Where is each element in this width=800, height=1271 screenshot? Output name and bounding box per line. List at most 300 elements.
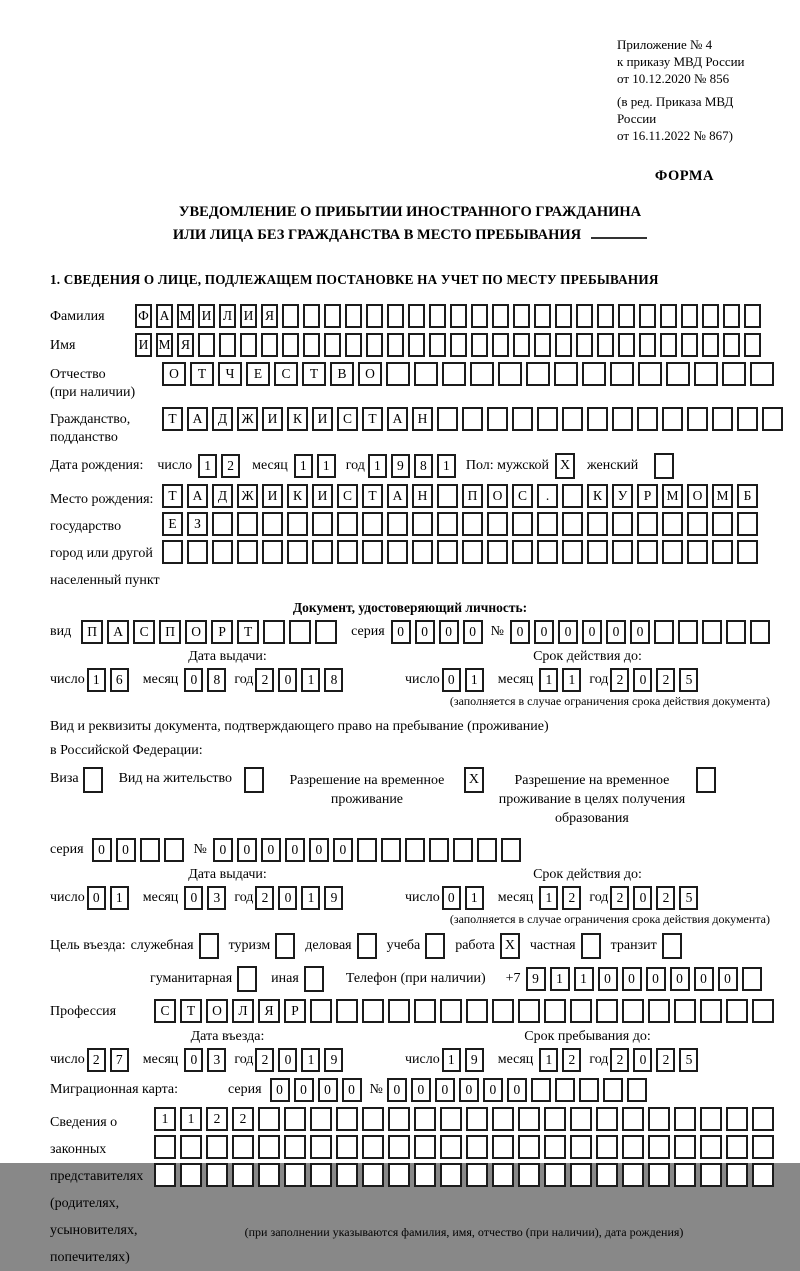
char-cell[interactable]: 2: [610, 668, 629, 692]
char-cell[interactable]: Р: [284, 999, 306, 1023]
char-cell[interactable]: Р: [211, 620, 233, 644]
char-cell[interactable]: [303, 304, 320, 328]
char-cell[interactable]: П: [159, 620, 181, 644]
char-cell[interactable]: [232, 1163, 254, 1187]
char-cell[interactable]: [570, 1135, 592, 1159]
char-cell[interactable]: А: [156, 304, 173, 328]
char-cell[interactable]: [622, 1163, 644, 1187]
char-cell[interactable]: [526, 362, 550, 386]
char-cell[interactable]: [387, 540, 408, 564]
char-cell[interactable]: [618, 304, 635, 328]
char-cell[interactable]: И: [262, 484, 283, 508]
char-cell[interactable]: 1: [465, 886, 484, 910]
char-cell[interactable]: [324, 304, 341, 328]
char-cell[interactable]: [637, 407, 658, 431]
char-cell[interactable]: [388, 999, 410, 1023]
char-cell[interactable]: [518, 1135, 540, 1159]
char-cell[interactable]: [518, 1107, 540, 1131]
char-cell[interactable]: 2: [562, 1048, 581, 1072]
char-cell[interactable]: [310, 1107, 332, 1131]
char-cell[interactable]: 1: [550, 967, 570, 991]
char-cell[interactable]: 0: [92, 838, 112, 862]
char-cell[interactable]: 0: [442, 668, 461, 692]
char-cell[interactable]: [206, 1135, 228, 1159]
char-cell[interactable]: Л: [232, 999, 254, 1023]
char-cell[interactable]: [726, 999, 748, 1023]
char-cell[interactable]: 1: [154, 1107, 176, 1131]
char-cell[interactable]: 5: [679, 668, 698, 692]
char-cell[interactable]: 0: [718, 967, 738, 991]
char-cell[interactable]: [310, 999, 332, 1023]
char-cell[interactable]: [466, 1107, 488, 1131]
char-cell[interactable]: [412, 512, 433, 536]
female-checkbox[interactable]: [654, 453, 674, 479]
char-cell[interactable]: З: [187, 512, 208, 536]
char-cell[interactable]: [694, 362, 718, 386]
char-cell[interactable]: [477, 838, 497, 862]
char-cell[interactable]: 0: [633, 668, 652, 692]
char-cell[interactable]: М: [156, 333, 173, 357]
char-cell[interactable]: И: [312, 484, 333, 508]
char-cell[interactable]: К: [287, 484, 308, 508]
char-cell[interactable]: 9: [465, 1048, 484, 1072]
char-cell[interactable]: [154, 1163, 176, 1187]
char-cell[interactable]: [648, 1107, 670, 1131]
char-cell[interactable]: 6: [110, 668, 129, 692]
char-cell[interactable]: 1: [539, 886, 558, 910]
char-cell[interactable]: [687, 512, 708, 536]
char-cell[interactable]: [700, 1163, 722, 1187]
char-cell[interactable]: [737, 512, 758, 536]
char-cell[interactable]: 0: [510, 620, 530, 644]
char-cell[interactable]: [282, 333, 299, 357]
char-cell[interactable]: 0: [184, 668, 203, 692]
char-cell[interactable]: [310, 1163, 332, 1187]
char-cell[interactable]: Ж: [237, 407, 258, 431]
char-cell[interactable]: 1: [574, 967, 594, 991]
char-cell[interactable]: [450, 333, 467, 357]
char-cell[interactable]: [362, 540, 383, 564]
char-cell[interactable]: [388, 1135, 410, 1159]
char-cell[interactable]: [722, 362, 746, 386]
char-cell[interactable]: 0: [439, 620, 459, 644]
char-cell[interactable]: [345, 304, 362, 328]
char-cell[interactable]: О: [185, 620, 207, 644]
char-cell[interactable]: [639, 333, 656, 357]
char-cell[interactable]: [337, 512, 358, 536]
char-cell[interactable]: 2: [255, 668, 274, 692]
char-cell[interactable]: 1: [198, 454, 217, 478]
char-cell[interactable]: [381, 838, 401, 862]
char-cell[interactable]: [154, 1135, 176, 1159]
char-cell[interactable]: 3: [207, 1048, 226, 1072]
char-cell[interactable]: 0: [435, 1078, 455, 1102]
char-cell[interactable]: 5: [679, 1048, 698, 1072]
char-cell[interactable]: Д: [212, 484, 233, 508]
visa-checkbox[interactable]: [83, 767, 103, 793]
char-cell[interactable]: [742, 967, 762, 991]
char-cell[interactable]: 0: [261, 838, 281, 862]
char-cell[interactable]: [587, 512, 608, 536]
char-cell[interactable]: 0: [582, 620, 602, 644]
char-cell[interactable]: [531, 1078, 551, 1102]
char-cell[interactable]: 0: [285, 838, 305, 862]
char-cell[interactable]: [700, 999, 722, 1023]
char-cell[interactable]: [492, 1163, 514, 1187]
char-cell[interactable]: 9: [324, 1048, 343, 1072]
char-cell[interactable]: [544, 1107, 566, 1131]
char-cell[interactable]: 1: [437, 454, 456, 478]
char-cell[interactable]: [596, 1135, 618, 1159]
char-cell[interactable]: [414, 1107, 436, 1131]
char-cell[interactable]: .: [537, 484, 558, 508]
char-cell[interactable]: 0: [391, 620, 411, 644]
char-cell[interactable]: [492, 1107, 514, 1131]
char-cell[interactable]: [262, 512, 283, 536]
char-cell[interactable]: [612, 407, 633, 431]
char-cell[interactable]: [232, 1135, 254, 1159]
char-cell[interactable]: [240, 333, 257, 357]
business-trip-checkbox[interactable]: [199, 933, 219, 959]
char-cell[interactable]: [440, 1163, 462, 1187]
char-cell[interactable]: 0: [278, 1048, 297, 1072]
char-cell[interactable]: 0: [415, 620, 435, 644]
char-cell[interactable]: [498, 362, 522, 386]
char-cell[interactable]: Т: [302, 362, 326, 386]
char-cell[interactable]: [662, 540, 683, 564]
char-cell[interactable]: [597, 333, 614, 357]
char-cell[interactable]: [492, 333, 509, 357]
char-cell[interactable]: [518, 999, 540, 1023]
char-cell[interactable]: [312, 512, 333, 536]
char-cell[interactable]: В: [330, 362, 354, 386]
char-cell[interactable]: [712, 512, 733, 536]
char-cell[interactable]: [654, 620, 674, 644]
char-cell[interactable]: [437, 407, 458, 431]
char-cell[interactable]: [723, 333, 740, 357]
char-cell[interactable]: Т: [362, 407, 383, 431]
char-cell[interactable]: [362, 512, 383, 536]
char-cell[interactable]: [287, 512, 308, 536]
char-cell[interactable]: 0: [630, 620, 650, 644]
char-cell[interactable]: [387, 333, 404, 357]
char-cell[interactable]: [261, 333, 278, 357]
char-cell[interactable]: [712, 407, 733, 431]
char-cell[interactable]: Е: [162, 512, 183, 536]
char-cell[interactable]: 8: [324, 668, 343, 692]
char-cell[interactable]: 8: [207, 668, 226, 692]
char-cell[interactable]: [237, 512, 258, 536]
char-cell[interactable]: [284, 1135, 306, 1159]
char-cell[interactable]: 1: [87, 668, 106, 692]
char-cell[interactable]: [466, 1163, 488, 1187]
char-cell[interactable]: [303, 333, 320, 357]
char-cell[interactable]: 0: [213, 838, 233, 862]
char-cell[interactable]: [336, 1107, 358, 1131]
char-cell[interactable]: И: [240, 304, 257, 328]
char-cell[interactable]: [337, 540, 358, 564]
char-cell[interactable]: [678, 620, 698, 644]
char-cell[interactable]: И: [135, 333, 152, 357]
char-cell[interactable]: 0: [534, 620, 554, 644]
char-cell[interactable]: 0: [278, 886, 297, 910]
char-cell[interactable]: И: [262, 407, 283, 431]
humanitarian-checkbox[interactable]: [237, 966, 257, 992]
char-cell[interactable]: [622, 1135, 644, 1159]
char-cell[interactable]: [512, 540, 533, 564]
char-cell[interactable]: [471, 333, 488, 357]
char-cell[interactable]: [648, 999, 670, 1023]
char-cell[interactable]: О: [162, 362, 186, 386]
char-cell[interactable]: [442, 362, 466, 386]
char-cell[interactable]: 1: [294, 454, 313, 478]
char-cell[interactable]: 0: [411, 1078, 431, 1102]
char-cell[interactable]: О: [487, 484, 508, 508]
char-cell[interactable]: [387, 512, 408, 536]
char-cell[interactable]: 2: [656, 1048, 675, 1072]
char-cell[interactable]: М: [662, 484, 683, 508]
char-cell[interactable]: [603, 1078, 623, 1102]
char-cell[interactable]: 0: [270, 1078, 290, 1102]
char-cell[interactable]: Р: [637, 484, 658, 508]
char-cell[interactable]: Н: [412, 407, 433, 431]
char-cell[interactable]: [570, 999, 592, 1023]
char-cell[interactable]: 0: [646, 967, 666, 991]
char-cell[interactable]: [618, 333, 635, 357]
char-cell[interactable]: [437, 484, 458, 508]
char-cell[interactable]: [440, 1107, 462, 1131]
char-cell[interactable]: [512, 407, 533, 431]
char-cell[interactable]: [674, 999, 696, 1023]
work-checkbox[interactable]: X: [500, 933, 520, 959]
char-cell[interactable]: Я: [261, 304, 278, 328]
char-cell[interactable]: [388, 1163, 410, 1187]
char-cell[interactable]: [513, 304, 530, 328]
char-cell[interactable]: [492, 999, 514, 1023]
char-cell[interactable]: [437, 512, 458, 536]
char-cell[interactable]: 1: [539, 1048, 558, 1072]
char-cell[interactable]: [162, 540, 183, 564]
char-cell[interactable]: [750, 620, 770, 644]
residence-permit-checkbox[interactable]: [244, 767, 264, 793]
char-cell[interactable]: Ж: [237, 484, 258, 508]
char-cell[interactable]: 0: [116, 838, 136, 862]
char-cell[interactable]: [462, 540, 483, 564]
char-cell[interactable]: [412, 540, 433, 564]
char-cell[interactable]: 1: [180, 1107, 202, 1131]
char-cell[interactable]: Т: [162, 407, 183, 431]
char-cell[interactable]: [544, 999, 566, 1023]
char-cell[interactable]: М: [712, 484, 733, 508]
char-cell[interactable]: К: [587, 484, 608, 508]
char-cell[interactable]: Б: [737, 484, 758, 508]
char-cell[interactable]: [660, 333, 677, 357]
char-cell[interactable]: Ч: [218, 362, 242, 386]
char-cell[interactable]: [597, 304, 614, 328]
char-cell[interactable]: [576, 333, 593, 357]
char-cell[interactable]: 2: [221, 454, 240, 478]
char-cell[interactable]: 9: [391, 454, 410, 478]
char-cell[interactable]: Е: [246, 362, 270, 386]
char-cell[interactable]: А: [387, 407, 408, 431]
char-cell[interactable]: 3: [207, 886, 226, 910]
char-cell[interactable]: [287, 540, 308, 564]
char-cell[interactable]: [198, 333, 215, 357]
char-cell[interactable]: [687, 407, 708, 431]
char-cell[interactable]: [762, 407, 783, 431]
char-cell[interactable]: П: [81, 620, 103, 644]
char-cell[interactable]: [492, 304, 509, 328]
char-cell[interactable]: 0: [694, 967, 714, 991]
char-cell[interactable]: [700, 1135, 722, 1159]
char-cell[interactable]: С: [274, 362, 298, 386]
char-cell[interactable]: [492, 1135, 514, 1159]
char-cell[interactable]: 5: [679, 886, 698, 910]
char-cell[interactable]: [596, 1107, 618, 1131]
char-cell[interactable]: [386, 362, 410, 386]
char-cell[interactable]: [284, 1107, 306, 1131]
char-cell[interactable]: А: [187, 407, 208, 431]
char-cell[interactable]: 7: [110, 1048, 129, 1072]
char-cell[interactable]: [562, 540, 583, 564]
char-cell[interactable]: [336, 1163, 358, 1187]
char-cell[interactable]: 0: [622, 967, 642, 991]
char-cell[interactable]: [471, 304, 488, 328]
char-cell[interactable]: 0: [237, 838, 257, 862]
char-cell[interactable]: [362, 1107, 384, 1131]
char-cell[interactable]: У: [612, 484, 633, 508]
char-cell[interactable]: [638, 362, 662, 386]
char-cell[interactable]: [450, 304, 467, 328]
char-cell[interactable]: [662, 407, 683, 431]
char-cell[interactable]: [387, 304, 404, 328]
char-cell[interactable]: [681, 304, 698, 328]
char-cell[interactable]: [596, 1163, 618, 1187]
char-cell[interactable]: [513, 333, 530, 357]
char-cell[interactable]: [140, 838, 160, 862]
char-cell[interactable]: [537, 540, 558, 564]
char-cell[interactable]: [357, 838, 377, 862]
char-cell[interactable]: [258, 1107, 280, 1131]
char-cell[interactable]: 2: [206, 1107, 228, 1131]
char-cell[interactable]: 1: [317, 454, 336, 478]
char-cell[interactable]: [466, 1135, 488, 1159]
char-cell[interactable]: [537, 407, 558, 431]
char-cell[interactable]: [440, 999, 462, 1023]
char-cell[interactable]: И: [312, 407, 333, 431]
char-cell[interactable]: [681, 333, 698, 357]
char-cell[interactable]: [487, 540, 508, 564]
char-cell[interactable]: 0: [342, 1078, 362, 1102]
char-cell[interactable]: 2: [255, 1048, 274, 1072]
char-cell[interactable]: [544, 1163, 566, 1187]
char-cell[interactable]: [752, 1163, 774, 1187]
char-cell[interactable]: 1: [301, 886, 320, 910]
char-cell[interactable]: [408, 304, 425, 328]
char-cell[interactable]: [466, 999, 488, 1023]
char-cell[interactable]: [555, 1078, 575, 1102]
char-cell[interactable]: [702, 304, 719, 328]
char-cell[interactable]: Т: [190, 362, 214, 386]
char-cell[interactable]: [362, 1135, 384, 1159]
char-cell[interactable]: [310, 1135, 332, 1159]
char-cell[interactable]: 1: [442, 1048, 461, 1072]
char-cell[interactable]: А: [387, 484, 408, 508]
char-cell[interactable]: [700, 1107, 722, 1131]
char-cell[interactable]: [534, 304, 551, 328]
char-cell[interactable]: О: [358, 362, 382, 386]
char-cell[interactable]: Н: [412, 484, 433, 508]
char-cell[interactable]: [622, 999, 644, 1023]
char-cell[interactable]: 0: [598, 967, 618, 991]
char-cell[interactable]: [262, 540, 283, 564]
char-cell[interactable]: [622, 1107, 644, 1131]
char-cell[interactable]: [752, 999, 774, 1023]
char-cell[interactable]: [666, 362, 690, 386]
char-cell[interactable]: 1: [562, 668, 581, 692]
char-cell[interactable]: 1: [539, 668, 558, 692]
char-cell[interactable]: Ф: [135, 304, 152, 328]
char-cell[interactable]: [570, 1163, 592, 1187]
tourism-checkbox[interactable]: [275, 933, 295, 959]
study-checkbox[interactable]: [425, 933, 445, 959]
char-cell[interactable]: [429, 838, 449, 862]
char-cell[interactable]: [702, 620, 722, 644]
char-cell[interactable]: Я: [258, 999, 280, 1023]
char-cell[interactable]: [744, 304, 761, 328]
char-cell[interactable]: [612, 512, 633, 536]
char-cell[interactable]: 2: [656, 668, 675, 692]
char-cell[interactable]: [674, 1107, 696, 1131]
char-cell[interactable]: [555, 333, 572, 357]
education-residence-checkbox[interactable]: [696, 767, 716, 793]
char-cell[interactable]: [702, 333, 719, 357]
char-cell[interactable]: 0: [633, 886, 652, 910]
char-cell[interactable]: 0: [309, 838, 329, 862]
char-cell[interactable]: [263, 620, 285, 644]
char-cell[interactable]: [723, 304, 740, 328]
char-cell[interactable]: М: [177, 304, 194, 328]
char-cell[interactable]: 0: [670, 967, 690, 991]
char-cell[interactable]: [555, 304, 572, 328]
char-cell[interactable]: [366, 304, 383, 328]
char-cell[interactable]: [610, 362, 634, 386]
char-cell[interactable]: [648, 1163, 670, 1187]
male-checkbox[interactable]: X: [555, 453, 575, 479]
char-cell[interactable]: [637, 540, 658, 564]
char-cell[interactable]: [284, 1163, 306, 1187]
char-cell[interactable]: [501, 838, 521, 862]
char-cell[interactable]: 8: [414, 454, 433, 478]
char-cell[interactable]: С: [337, 407, 358, 431]
char-cell[interactable]: [587, 540, 608, 564]
char-cell[interactable]: [258, 1163, 280, 1187]
char-cell[interactable]: А: [107, 620, 129, 644]
char-cell[interactable]: [414, 362, 438, 386]
char-cell[interactable]: 1: [301, 1048, 320, 1072]
char-cell[interactable]: [362, 999, 384, 1023]
char-cell[interactable]: 1: [110, 886, 129, 910]
char-cell[interactable]: [562, 484, 583, 508]
char-cell[interactable]: [554, 362, 578, 386]
char-cell[interactable]: [750, 362, 774, 386]
char-cell[interactable]: Я: [177, 333, 194, 357]
char-cell[interactable]: [579, 1078, 599, 1102]
char-cell[interactable]: [429, 304, 446, 328]
char-cell[interactable]: [237, 540, 258, 564]
char-cell[interactable]: 2: [87, 1048, 106, 1072]
char-cell[interactable]: [180, 1135, 202, 1159]
